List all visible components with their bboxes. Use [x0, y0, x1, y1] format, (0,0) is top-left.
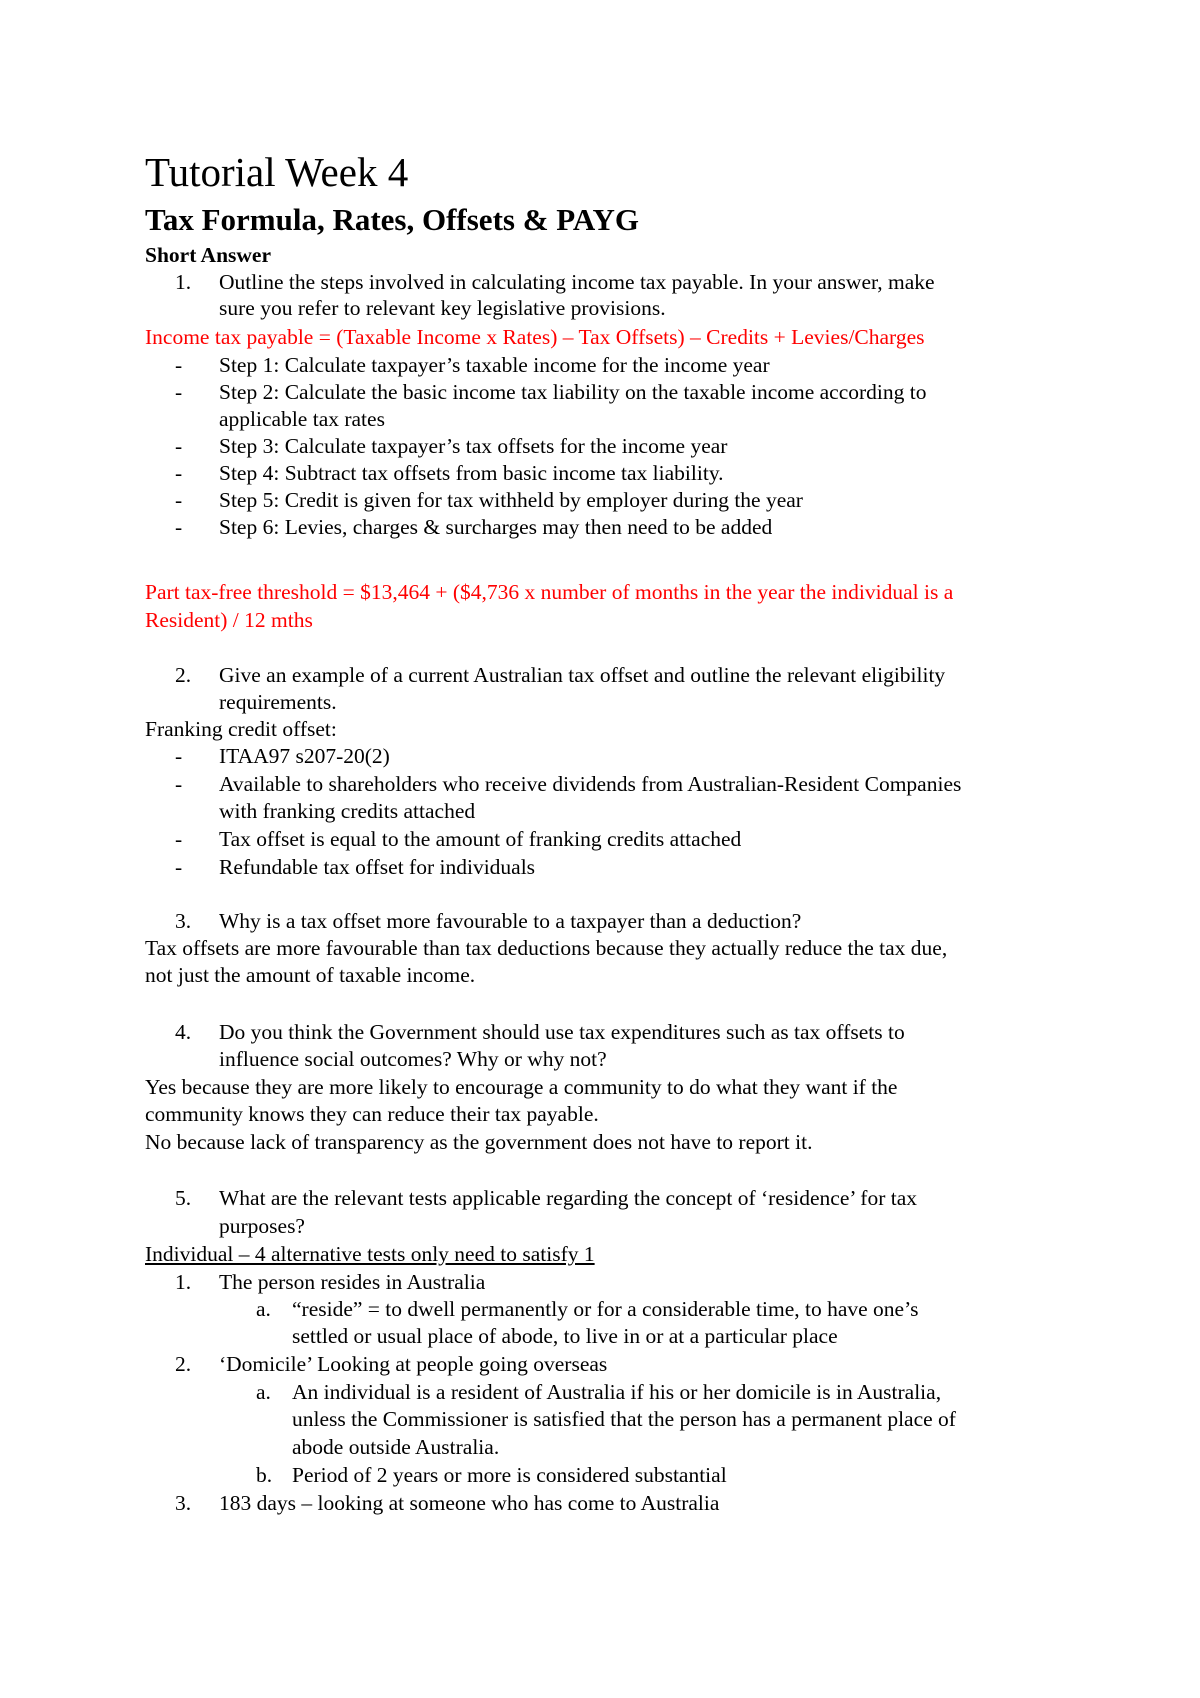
step-text: Step 2: Calculate the basic income tax liability on the taxable income according to — [219, 380, 927, 404]
individual-tests-heading: Individual – 4 alternative tests only need to satisfy 1 — [145, 1242, 595, 1266]
page-subtitle: Tax Formula, Rates, Offsets & PAYG — [145, 202, 639, 237]
answer-3-cont: not just the amount of taxable income. — [145, 963, 476, 987]
question-number: 2. — [175, 663, 192, 687]
subitem-text: abode outside Australia. — [292, 1435, 500, 1459]
franking-heading: Franking credit offset: — [145, 717, 337, 741]
step-text: Step 1: Calculate taxpayer’s taxable income for the income year — [219, 353, 770, 377]
threshold-formula: Part tax-free threshold = $13,464 + ($4,736 x number of months in the year the individual is a — [145, 580, 954, 604]
dash-bullet: - — [175, 515, 183, 539]
step-text: Step 4: Subtract tax offsets from basic income tax liability. — [219, 461, 724, 485]
dash-bullet: - — [175, 434, 183, 458]
subitem-letter: a. — [256, 1380, 271, 1404]
test-number: 3. — [175, 1491, 192, 1515]
dash-bullet: - — [175, 488, 183, 512]
page-title: Tutorial Week 4 — [145, 149, 409, 195]
dash-bullet: - — [175, 744, 183, 768]
question-text: sure you refer to relevant key legislative provisions. — [219, 296, 666, 320]
dash-bullet: - — [175, 772, 183, 796]
subitem-letter: b. — [256, 1463, 273, 1487]
question-text: Give an example of a current Australian tax offset and outline the relevant eligibility — [219, 663, 946, 687]
question-text: purposes? — [219, 1214, 305, 1238]
question-text: What are the relevant tests applicable regarding the concept of ‘residence’ for tax — [219, 1186, 918, 1210]
test-number: 1. — [175, 1270, 192, 1294]
tax-formula: Income tax payable = (Taxable Income x Rates) – Tax Offsets) – Credits + Levies/Charges — [145, 325, 925, 349]
subitem-text: settled or usual place of abode, to live in or at a particular place — [292, 1324, 838, 1348]
dash-bullet: - — [175, 461, 183, 485]
answer-4-yes-cont: community knows they can reduce their tax payable. — [145, 1102, 599, 1126]
question-text: requirements. — [219, 690, 337, 714]
subitem-text: “reside” = to dwell permanently or for a considerable time, to have one’s — [292, 1297, 919, 1321]
test-text: The person resides in Australia — [219, 1270, 486, 1294]
dash-bullet: - — [175, 353, 183, 377]
step-text: Step 3: Calculate taxpayer’s tax offsets for the income year — [219, 434, 728, 458]
test-text: ‘Domicile’ Looking at people going overseas — [219, 1352, 608, 1376]
dash-bullet: - — [175, 380, 183, 404]
answer-4-no: No because lack of transparency as the government does not have to report it. — [145, 1130, 813, 1154]
answer-3: Tax offsets are more favourable than tax deductions because they actually reduce the tax due, — [145, 936, 948, 960]
question-text: Why is a tax offset more favourable to a taxpayer than a deduction? — [219, 909, 802, 933]
question-text: Outline the steps involved in calculating income tax payable. In your answer, make — [219, 270, 935, 294]
question-number: 3. — [175, 909, 192, 933]
question-number: 5. — [175, 1186, 192, 1210]
franking-text: ITAA97 s207-20(2) — [219, 744, 390, 768]
answer-4-yes: Yes because they are more likely to encourage a community to do what they want if the — [145, 1075, 898, 1099]
threshold-formula-cont: Resident) / 12 mths — [145, 608, 313, 632]
section-heading: Short Answer — [145, 243, 272, 267]
franking-text: Refundable tax offset for individuals — [219, 855, 536, 879]
dash-bullet: - — [175, 827, 183, 851]
subitem-letter: a. — [256, 1297, 271, 1321]
step-text: applicable tax rates — [219, 407, 385, 431]
test-number: 2. — [175, 1352, 192, 1376]
subitem-text: unless the Commissioner is satisfied that the person has a permanent place of — [292, 1407, 956, 1431]
franking-text: Available to shareholders who receive dividends from Australian-Resident Companies — [219, 772, 962, 796]
question-text: Do you think the Government should use tax expenditures such as tax offsets to — [219, 1020, 905, 1044]
subitem-text: An individual is a resident of Australia if his or her domicile is in Australia, — [292, 1380, 942, 1404]
question-number: 1. — [175, 270, 192, 294]
question-text: influence social outcomes? Why or why not? — [219, 1047, 607, 1071]
step-text: Step 6: Levies, charges & surcharges may then need to be added — [219, 515, 773, 539]
step-text: Step 5: Credit is given for tax withheld by employer during the year — [219, 488, 803, 512]
test-text: 183 days – looking at someone who has come to Australia — [219, 1491, 720, 1515]
franking-text: with franking credits attached — [219, 799, 476, 823]
franking-text: Tax offset is equal to the amount of franking credits attached — [219, 827, 742, 851]
dash-bullet: - — [175, 855, 183, 879]
subitem-text: Period of 2 years or more is considered substantial — [292, 1463, 727, 1487]
question-number: 4. — [175, 1020, 192, 1044]
